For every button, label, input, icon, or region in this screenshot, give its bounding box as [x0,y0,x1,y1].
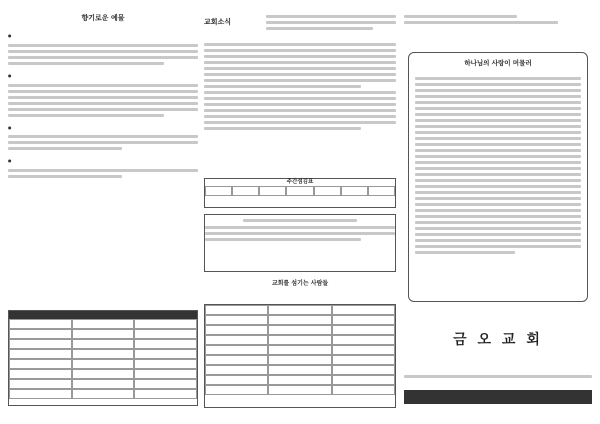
news-items [204,40,396,170]
offering-subhead [8,158,198,166]
volunteer-table [8,310,198,406]
offering-panel [8,8,198,418]
news-notice-box [204,214,396,272]
news-title-block [204,12,260,32]
news-intro [266,12,396,36]
church-name-block [404,312,592,368]
offering-subhead [8,33,198,41]
news-title: 교회소식 [204,18,232,26]
right-header [404,12,592,38]
offering-group [8,158,198,178]
offering-group [8,73,198,117]
offering-group [8,33,198,65]
verse-box [408,52,588,302]
footer-bar [404,390,592,404]
weekly-schedule-table [204,178,396,208]
offering-subhead [8,125,198,133]
church-name: 금 오 교 회 [453,331,543,348]
offering-group [8,125,198,151]
staff-title: 교회를 섬기는 사람들 [271,280,329,287]
verse-panel [404,8,592,418]
news-panel [204,8,396,418]
verse-body [409,68,587,263]
verse-title: 하나님의 사랑이 머물러 [464,59,532,67]
offering-subhead [8,73,198,81]
offering-title: 향기로운 예물 [81,14,125,22]
weekly-schedule-title: 주간섬김표 [286,179,314,185]
staff-table [204,304,396,408]
